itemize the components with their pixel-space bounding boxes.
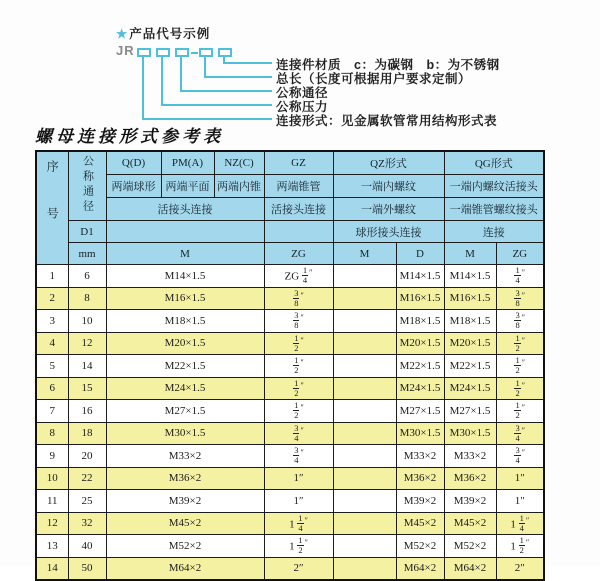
cell-qg-zg: $\frac{1}{2}$ ″ bbox=[496, 377, 544, 400]
cell-dn: 25 bbox=[68, 490, 106, 513]
cell-seq: 10 bbox=[36, 467, 68, 490]
cell-qg-zg: 2″ bbox=[496, 557, 544, 580]
table-row bbox=[36, 310, 544, 333]
connector-line bbox=[223, 62, 272, 64]
table-row bbox=[36, 422, 544, 445]
cell-qg-zg: $\frac{3}{8}$ ″ bbox=[496, 287, 544, 310]
cell-qg-m: M20×1.5 bbox=[444, 332, 496, 355]
cell-qg-m: M36×2 bbox=[444, 467, 496, 490]
table-row bbox=[36, 377, 544, 400]
cell-qz-d: M14×1.5 bbox=[396, 265, 444, 288]
header-unit-mm: mm bbox=[68, 243, 106, 265]
cell-gz: ZG $\frac{1}{4}$ ″ bbox=[264, 265, 333, 288]
cell-qz-m bbox=[333, 355, 396, 378]
cell-qz-d: M33×2 bbox=[396, 445, 444, 468]
cell-gz: $\frac{3}{4}$ ″ bbox=[264, 422, 333, 445]
diagram-title bbox=[116, 24, 210, 42]
star-icon: ★ bbox=[116, 27, 129, 41]
cell-qg-zg: $\frac{1}{2}$ ″ bbox=[496, 400, 544, 423]
table-row bbox=[36, 265, 544, 288]
cell-gz: 1 $\frac{1}{2}$ ″ bbox=[264, 535, 333, 558]
header-conn-ext-thread: 一端外螺纹 bbox=[333, 198, 444, 221]
table-row bbox=[36, 445, 544, 468]
cell-seq: 11 bbox=[36, 490, 68, 513]
cell-m-thread: M14×1.5 bbox=[106, 265, 264, 288]
connector-line bbox=[142, 57, 144, 120]
cell-qz-m bbox=[333, 512, 396, 535]
cell-seq: 13 bbox=[36, 535, 68, 558]
cell-dn: 40 bbox=[68, 535, 106, 558]
cell-gz: 1 $\frac{1}{4}$ ″ bbox=[264, 512, 333, 535]
cell-qz-m bbox=[333, 422, 396, 445]
cell-qz-d: M20×1.5 bbox=[396, 332, 444, 355]
header-desc-qg: 一端内螺纹活接头 bbox=[444, 175, 544, 198]
header-empty-2 bbox=[264, 221, 333, 243]
cell-qg-zg: $\frac{1}{2}$ ″ bbox=[496, 332, 544, 355]
cell-m-thread: M16×1.5 bbox=[106, 287, 264, 310]
cell-qg-m: M16×1.5 bbox=[444, 287, 496, 310]
cell-qg-m: M27×1.5 bbox=[444, 400, 496, 423]
code-box-5 bbox=[218, 48, 232, 57]
cell-qg-m: M30×1.5 bbox=[444, 422, 496, 445]
cell-seq: 3 bbox=[36, 310, 68, 333]
cell-m-thread: M30×1.5 bbox=[106, 422, 264, 445]
cell-qg-m: M52×2 bbox=[444, 535, 496, 558]
cell-seq: 6 bbox=[36, 377, 68, 400]
header-unit-m2: M bbox=[333, 243, 396, 265]
cell-gz: 1″ bbox=[264, 490, 333, 513]
code-label-pressure: 公称压力 bbox=[276, 100, 329, 114]
cell-m-thread: M64×2 bbox=[106, 557, 264, 580]
cell-gz: $\frac{1}{2}$ ″ bbox=[264, 377, 333, 400]
cell-qz-m bbox=[333, 535, 396, 558]
header-conn-union2: 活接头连接 bbox=[264, 198, 333, 221]
header-unit-d: D bbox=[396, 243, 444, 265]
cell-gz: 2″ bbox=[264, 557, 333, 580]
header-dn bbox=[68, 151, 106, 221]
header-empty-1 bbox=[106, 221, 264, 243]
table-row bbox=[36, 512, 544, 535]
cell-qg-zg: $\frac{1}{4}$ ″ bbox=[496, 265, 544, 288]
cell-dn: 14 bbox=[68, 355, 106, 378]
cell-qz-d: M30×1.5 bbox=[396, 422, 444, 445]
header-type-qg: QG形式 bbox=[444, 151, 544, 175]
cell-m-thread: M22×1.5 bbox=[106, 355, 264, 378]
cell-qg-m: M45×2 bbox=[444, 512, 496, 535]
header-unit-m3: M bbox=[444, 243, 496, 265]
header-d1: D1 bbox=[68, 221, 106, 243]
connector-line bbox=[142, 118, 272, 120]
cell-m-thread: M45×2 bbox=[106, 512, 264, 535]
header-type-qd: Q(D) bbox=[106, 151, 161, 175]
header-seq bbox=[36, 151, 68, 265]
cell-gz: $\frac{1}{2}$ ″ bbox=[264, 355, 333, 378]
cell-qz-m bbox=[333, 445, 396, 468]
code-dash bbox=[191, 52, 198, 54]
cell-qz-m bbox=[333, 490, 396, 513]
cell-qg-m: M33×2 bbox=[444, 445, 496, 468]
code-box-2 bbox=[156, 48, 170, 57]
code-label-material: 连接件材质 c：为碳钢 b：为不锈钢 bbox=[276, 58, 500, 72]
cell-qz-m bbox=[333, 377, 396, 400]
cell-qz-d: M22×1.5 bbox=[396, 355, 444, 378]
cell-qz-m bbox=[333, 467, 396, 490]
cell-qz-m bbox=[333, 400, 396, 423]
cell-seq: 4 bbox=[36, 332, 68, 355]
nut-connection-reference-table bbox=[35, 150, 545, 581]
table-header bbox=[36, 151, 544, 265]
cell-gz: $\frac{1}{2}$ ″ bbox=[264, 332, 333, 355]
cell-gz: $\frac{3}{8}$ ″ bbox=[264, 287, 333, 310]
table-row bbox=[36, 467, 544, 490]
table-title: 螺母连接形式参考表 bbox=[35, 127, 224, 147]
cell-gz: 1″ bbox=[264, 467, 333, 490]
code-label-connection: 连接形式：见金属软管常用结构形式表 bbox=[276, 114, 498, 128]
code-label-length: 总长（长度可根据用户要求定制） bbox=[276, 72, 472, 86]
cell-qg-m: M22×1.5 bbox=[444, 355, 496, 378]
cell-qz-m bbox=[333, 332, 396, 355]
connector-line bbox=[180, 90, 272, 92]
cell-m-thread: M18×1.5 bbox=[106, 310, 264, 333]
table-row bbox=[36, 490, 544, 513]
diagram-title-text: 产品代号示例 bbox=[129, 27, 211, 41]
header-desc-qz: 一端内螺纹 bbox=[333, 175, 444, 198]
cell-dn: 12 bbox=[68, 332, 106, 355]
cell-qz-m bbox=[333, 287, 396, 310]
header-type-qz: QZ形式 bbox=[333, 151, 444, 175]
cell-m-thread: M36×2 bbox=[106, 467, 264, 490]
cell-qz-d: M24×1.5 bbox=[396, 377, 444, 400]
connector-line bbox=[204, 76, 272, 78]
cell-qg-zg: 1″ bbox=[496, 490, 544, 513]
table-row bbox=[36, 400, 544, 423]
cell-qg-m: M14×1.5 bbox=[444, 265, 496, 288]
cell-qz-d: M64×2 bbox=[396, 557, 444, 580]
header-ball-joint: 球形接头连接 bbox=[333, 221, 444, 243]
cell-dn: 6 bbox=[68, 265, 106, 288]
cell-qg-zg: 1″ bbox=[496, 467, 544, 490]
cell-qg-zg: $\frac{3}{4}$ ″ bbox=[496, 445, 544, 468]
table-body bbox=[36, 265, 544, 581]
header-unit-zg2: ZG bbox=[496, 243, 544, 265]
header-connect: 连接 bbox=[444, 221, 544, 243]
cell-qg-zg: 1 $\frac{1}{2}$ ″ bbox=[496, 535, 544, 558]
cell-gz: $\frac{3}{8}$ ″ bbox=[264, 310, 333, 333]
cell-seq: 12 bbox=[36, 512, 68, 535]
cell-dn: 16 bbox=[68, 400, 106, 423]
cell-seq: 2 bbox=[36, 287, 68, 310]
cell-seq: 1 bbox=[36, 265, 68, 288]
header-type-pma: PM(A) bbox=[161, 151, 214, 175]
header-desc-pma: 两端平面 bbox=[161, 175, 214, 198]
cell-dn: 10 bbox=[68, 310, 106, 333]
connector-line bbox=[161, 57, 163, 106]
table-row bbox=[36, 287, 544, 310]
cell-m-thread: M39×2 bbox=[106, 490, 264, 513]
cell-qg-m: M24×1.5 bbox=[444, 377, 496, 400]
code-box-1 bbox=[137, 48, 151, 57]
cell-seq: 9 bbox=[36, 445, 68, 468]
cell-m-thread: M27×1.5 bbox=[106, 400, 264, 423]
cell-qg-m: M39×2 bbox=[444, 490, 496, 513]
header-dn-label: 公称通径 bbox=[81, 154, 94, 215]
cell-dn: 18 bbox=[68, 422, 106, 445]
cell-dn: 50 bbox=[68, 557, 106, 580]
header-desc-qd: 两端球形 bbox=[106, 175, 161, 198]
cell-seq: 8 bbox=[36, 422, 68, 445]
cell-qz-m bbox=[333, 310, 396, 333]
header-conn-taper-thread: 一端锥管螺纹接头 bbox=[444, 198, 544, 221]
cell-m-thread: M24×1.5 bbox=[106, 377, 264, 400]
cell-gz: $\frac{1}{2}$ ″ bbox=[264, 400, 333, 423]
cell-qg-zg: $\frac{1}{2}$ ″ bbox=[496, 355, 544, 378]
table-row bbox=[36, 535, 544, 558]
header-type-nzc: NZ(C) bbox=[214, 151, 264, 175]
connector-line bbox=[180, 57, 182, 92]
table-row bbox=[36, 557, 544, 580]
cell-dn: 32 bbox=[68, 512, 106, 535]
cell-qz-m bbox=[333, 557, 396, 580]
cell-qz-d: M18×1.5 bbox=[396, 310, 444, 333]
code-box-4 bbox=[199, 48, 213, 57]
cell-qz-d: M36×2 bbox=[396, 467, 444, 490]
header-unit-m1: M bbox=[106, 243, 264, 265]
header-seq-label: 序号 bbox=[45, 159, 60, 254]
header-desc-gz: 两端锥管 bbox=[264, 175, 333, 198]
table-row bbox=[36, 332, 544, 355]
cell-m-thread: M52×2 bbox=[106, 535, 264, 558]
cell-seq: 14 bbox=[36, 557, 68, 580]
connector-line bbox=[204, 57, 206, 78]
cell-dn: 20 bbox=[68, 445, 106, 468]
cell-seq: 7 bbox=[36, 400, 68, 423]
table-row bbox=[36, 355, 544, 378]
code-box-3 bbox=[175, 48, 189, 57]
cell-qg-zg: $\frac{3}{8}$ ″ bbox=[496, 310, 544, 333]
cell-m-thread: M33×2 bbox=[106, 445, 264, 468]
code-label-diameter: 公称通径 bbox=[276, 86, 329, 100]
cell-qz-d: M16×1.5 bbox=[396, 287, 444, 310]
cell-qg-zg: 1 $\frac{1}{4}$ ″ bbox=[496, 512, 544, 535]
header-conn-union1: 活接头连接 bbox=[106, 198, 264, 221]
code-prefix: JR bbox=[116, 43, 135, 58]
cell-dn: 15 bbox=[68, 377, 106, 400]
header-unit-zg1: ZG bbox=[264, 243, 333, 265]
header-type-gz: GZ bbox=[264, 151, 333, 175]
cell-dn: 8 bbox=[68, 287, 106, 310]
connector-line bbox=[161, 104, 272, 106]
cell-seq: 5 bbox=[36, 355, 68, 378]
cell-dn: 22 bbox=[68, 467, 106, 490]
header-desc-nzc: 两端内锥 bbox=[214, 175, 264, 198]
cell-qz-m bbox=[333, 265, 396, 288]
cell-qg-m: M64×2 bbox=[444, 557, 496, 580]
cell-qz-d: M45×2 bbox=[396, 512, 444, 535]
cell-qz-d: M52×2 bbox=[396, 535, 444, 558]
cell-qz-d: M27×1.5 bbox=[396, 400, 444, 423]
cell-qg-zg: $\frac{3}{4}$ ″ bbox=[496, 422, 544, 445]
cell-gz: $\frac{3}{4}$ ″ bbox=[264, 445, 333, 468]
cell-qg-m: M18×1.5 bbox=[444, 310, 496, 333]
cell-m-thread: M20×1.5 bbox=[106, 332, 264, 355]
cell-qz-d: M39×2 bbox=[396, 490, 444, 513]
